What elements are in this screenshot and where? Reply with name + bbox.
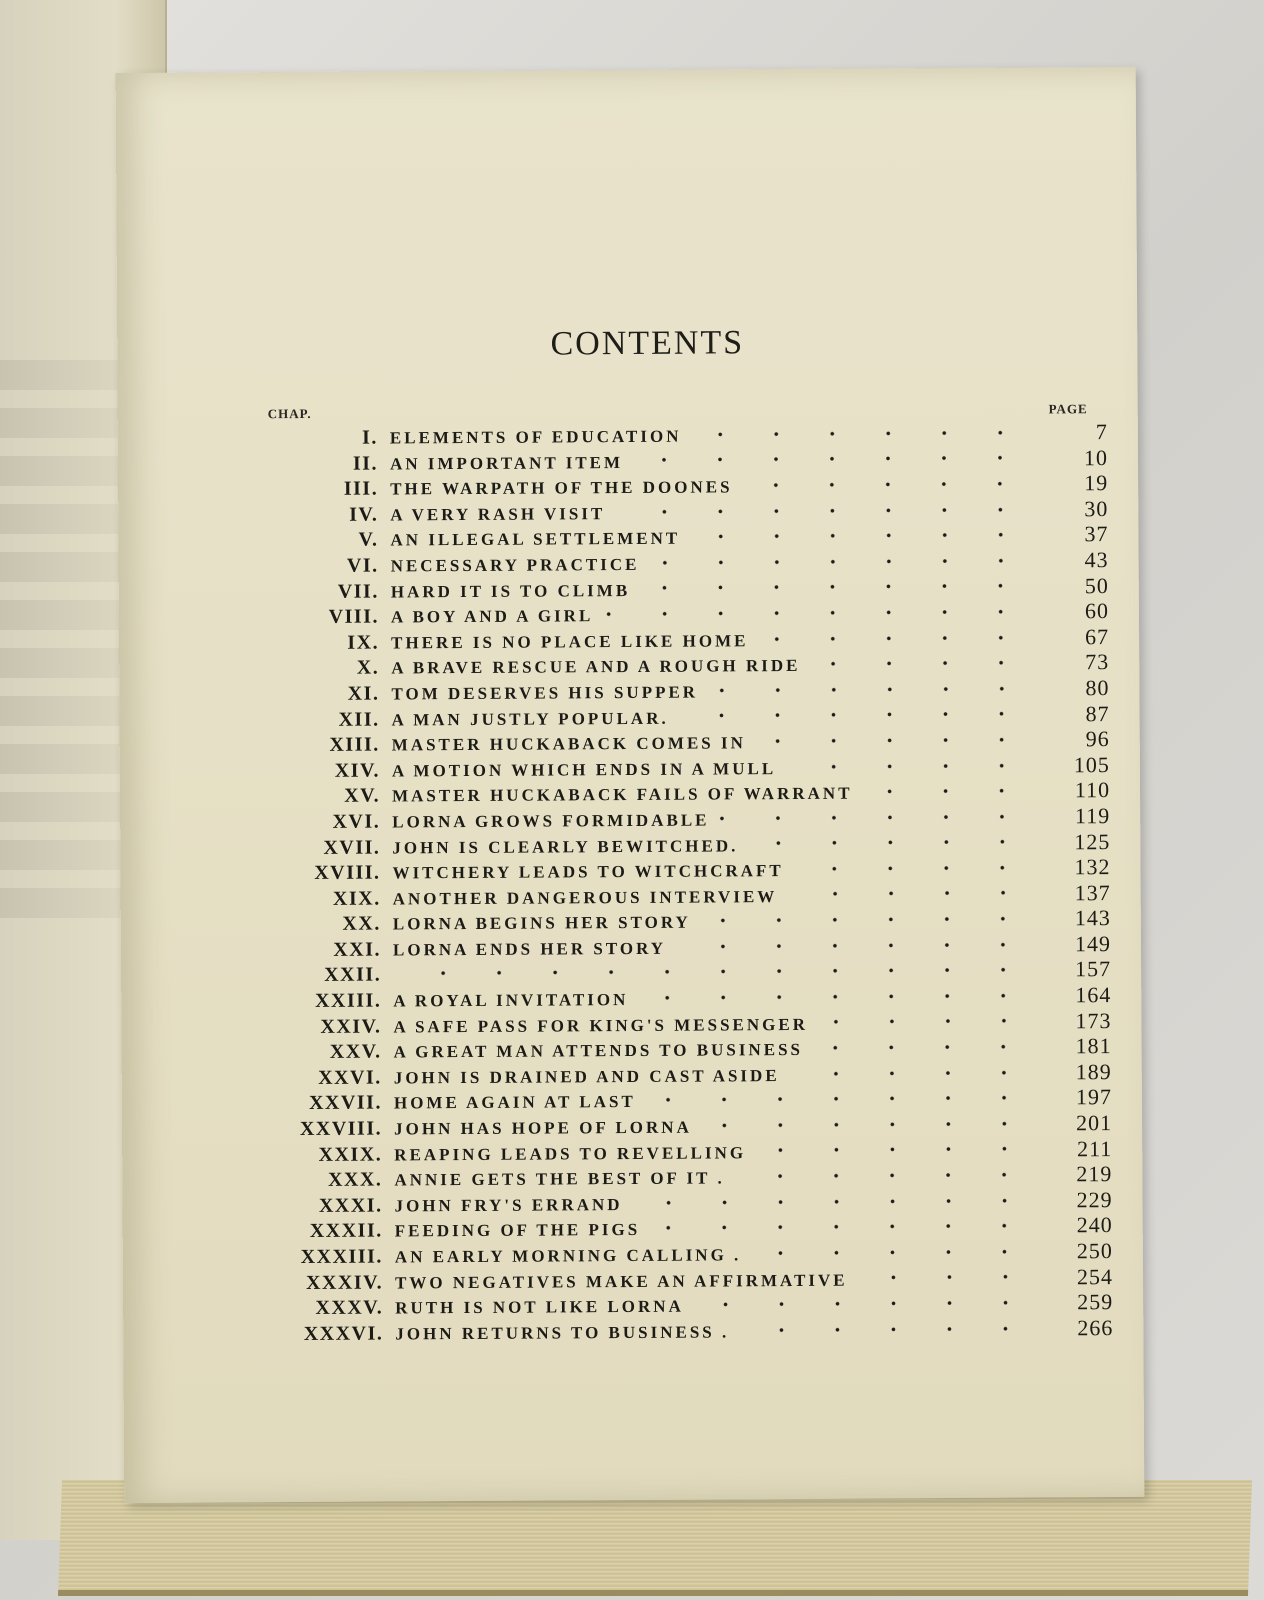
dot-leader [748, 840, 1030, 846]
chapter-title: JOHN IS CLEARLY BEWITCHED. [392, 835, 739, 857]
dot-leader [650, 1224, 1033, 1230]
chapter-number: VI. [346, 554, 379, 577]
dot-leader [742, 482, 1028, 488]
chapter-number: II. [352, 452, 379, 475]
dot-leader [719, 814, 1030, 820]
chapter-page: 250 [1076, 1238, 1113, 1264]
chapter-number: XXIV. [320, 1015, 382, 1038]
dot-leader [638, 993, 1031, 999]
chapter-title: HARD IT IS TO CLIMB [390, 580, 631, 602]
chapter-title: JOHN IS DRAINED AND CAST ASIDE [393, 1065, 780, 1088]
chapter-page: 201 [1075, 1110, 1113, 1136]
dot-leader [786, 763, 1030, 768]
dot-leader [858, 1275, 1033, 1280]
chapter-page: 105 [1073, 751, 1110, 778]
dot-leader [679, 712, 1030, 718]
chapter-page: 50 [1084, 572, 1109, 598]
chapter-number: III. [343, 477, 379, 500]
chapter-number: XXXIII. [300, 1245, 383, 1269]
chapter-page: 149 [1074, 930, 1112, 957]
chapter-title: MASTER HUCKABACK FAILS OF WARRANT [392, 783, 853, 806]
page-title: CONTENTS [550, 324, 745, 363]
chapter-number: XXXII. [309, 1219, 383, 1243]
chapter-title: A ROYAL INVITATION [393, 990, 629, 1011]
dot-leader [694, 1301, 1033, 1307]
chapter-page: 189 [1075, 1058, 1112, 1085]
dot-leader [794, 865, 1031, 870]
chapter-page: 254 [1076, 1263, 1114, 1289]
chapter-title: LORNA BEGINS HER STORY [392, 912, 691, 934]
chapter-page: 240 [1076, 1212, 1113, 1238]
show-through-text [536, 117, 1076, 144]
chapter-number: XXXVI. [303, 1322, 384, 1345]
chapter-title: FEEDING OF THE PIGS [394, 1220, 641, 1241]
dot-leader [603, 610, 1029, 617]
chapter-title: REAPING LEADS TO REVELLING [394, 1142, 747, 1165]
chapter-number: VIII. [328, 605, 380, 628]
dot-leader [690, 533, 1028, 539]
chapter-page: 37 [1084, 521, 1109, 547]
chapter-number: XXIII. [314, 989, 382, 1012]
dot-leader [676, 942, 1031, 948]
dot-leader [702, 1121, 1032, 1127]
dot-leader [787, 891, 1030, 896]
chapter-number: XXI. [333, 938, 382, 961]
chapter-title: RUTH IS NOT LIKE LORNA [395, 1296, 684, 1318]
dot-leader [735, 1173, 1033, 1179]
dot-leader [403, 968, 1031, 976]
chapter-number: XVIII. [314, 861, 381, 885]
chapter-title: AN IMPORTANT ITEM [389, 452, 624, 474]
dot-leader [756, 737, 1030, 743]
chapter-title: THERE IS NO PLACE LIKE HOME [391, 631, 749, 653]
dot-leader [818, 1019, 1032, 1024]
chapter-title: NECESSARY PRACTICE [390, 554, 640, 576]
chapter-page: 173 [1075, 1007, 1112, 1033]
chapter-title: THE WARPATH OF THE DOONES [390, 477, 733, 499]
dot-leader [751, 1249, 1033, 1255]
dot-leader [633, 456, 1028, 462]
dot-leader [739, 1326, 1033, 1332]
dot-leader [758, 635, 1029, 641]
chapter-title: LORNA GROWS FORMIDABLE [392, 810, 710, 832]
chapter-title: A MAN JUSTLY POPULAR. [391, 708, 669, 729]
chapter-page: 132 [1074, 854, 1111, 880]
page-header: PAGE [1048, 401, 1088, 417]
chapter-page: 67 [1085, 623, 1110, 649]
chapter-title: TWO NEGATIVES MAKE AN AFFIRMATIVE [394, 1270, 848, 1293]
chapter-page: 7 [1095, 419, 1108, 445]
chapter-title: A BOY AND A GIRL [390, 606, 594, 627]
chapter-title: LORNA ENDS HER STORY [392, 938, 667, 960]
chapter-page: 119 [1074, 802, 1111, 829]
chapter-list [178, 419, 1114, 1346]
chapter-page: 219 [1076, 1161, 1113, 1187]
chapter-page: 87 [1085, 700, 1110, 726]
dot-leader [691, 430, 1027, 436]
chapter-title: TOM DESERVES HIS SUPPER [391, 682, 699, 704]
dot-leader [640, 584, 1029, 590]
chapter-number: XI. [347, 682, 380, 705]
chapter-page: 125 [1074, 828, 1111, 854]
dot-leader [649, 558, 1028, 564]
chapter-page: 211 [1076, 1135, 1113, 1161]
chapter-page: 19 [1084, 470, 1109, 496]
chapter-page: 110 [1074, 777, 1111, 803]
chapter-page: 181 [1075, 1033, 1112, 1059]
dot-leader [862, 789, 1030, 794]
chapter-page: 229 [1076, 1186, 1113, 1213]
chapter-title: ANNIE GETS THE BEST OF IT . [394, 1168, 725, 1190]
chapter-number: XXXV. [315, 1296, 384, 1320]
chapter-title: JOHN RETURNS TO BUSINESS . [395, 1322, 730, 1344]
chapter-title: JOHN FRY'S ERRAND [394, 1194, 623, 1216]
chapter-page: 96 [1085, 726, 1110, 752]
chapter-number: XXXIV. [305, 1271, 384, 1294]
chap-header: CHAP. [267, 405, 312, 422]
chapter-title: WITCHERY LEADS TO WITCHCRAFT [392, 861, 784, 883]
chapter-number: XII. [338, 708, 380, 731]
chapter-number: V. [358, 528, 379, 552]
chapter-number: XXVIII. [299, 1117, 383, 1141]
chapter-title: ELEMENTS OF EDUCATION [389, 426, 682, 448]
chapter-number: XV. [344, 784, 381, 808]
chapter-title: A GREAT MAN ATTENDS TO BUSINESS [393, 1040, 804, 1062]
chapter-number: XIII. [329, 733, 380, 756]
chapter-page: 60 [1084, 598, 1110, 624]
chapter-number: I. [362, 426, 378, 449]
dot-leader [810, 661, 1029, 666]
chapter-title: A BRAVE RESCUE AND A ROUGH RIDE [391, 656, 801, 678]
chapter-page: 137 [1074, 879, 1111, 905]
chapter-title: HOME AGAIN AT LAST [393, 1092, 636, 1113]
dot-leader [615, 507, 1028, 514]
chapter-title: JOHN HAS HOPE OF LORNA [394, 1117, 692, 1139]
dot-leader [708, 686, 1029, 692]
chapter-page: 30 [1084, 495, 1109, 522]
dot-leader [646, 1096, 1032, 1102]
dot-leader [633, 1198, 1033, 1204]
chapter-number: XXX. [327, 1168, 383, 1192]
chapter-page: 164 [1075, 982, 1112, 1008]
chapter-page: 73 [1085, 649, 1110, 675]
chapter-number: XXII. [324, 963, 382, 987]
chapter-number: XVII. [323, 836, 381, 859]
chapter-page: 266 [1077, 1314, 1114, 1341]
dot-leader [790, 1070, 1032, 1075]
chapter-number: XXVI. [318, 1066, 382, 1089]
chapter-number: XXXI. [318, 1194, 383, 1217]
chapter-title: AN EARLY MORNING CALLING . [394, 1245, 742, 1267]
chapter-title: A MOTION WHICH ENDS IN A MULL [391, 758, 777, 781]
chapter-page: 143 [1074, 905, 1111, 931]
dot-leader [701, 917, 1031, 923]
chapter-number: XXIX. [318, 1143, 383, 1166]
chapter-title: AN ILLEGAL SETTLEMENT [390, 529, 681, 550]
chapter-page: 80 [1085, 675, 1110, 701]
chapter-number: XXV. [329, 1040, 382, 1064]
dot-leader [756, 1147, 1032, 1153]
dot-leader [813, 1045, 1032, 1050]
chapter-number: XVI. [332, 810, 381, 833]
chapter-number: IX. [347, 631, 380, 654]
chapter-number: XX. [342, 912, 381, 936]
chapter-title: A SAFE PASS FOR KING'S MESSENGER [393, 1014, 809, 1037]
chapter-title: ANOTHER DANGEROUS INTERVIEW [392, 886, 778, 909]
chapter-page: 10 [1083, 444, 1109, 470]
chapter-number: XXVII. [308, 1091, 383, 1115]
chapter-page: 157 [1075, 956, 1112, 982]
chapter-page: 43 [1084, 547, 1109, 573]
chapter-page: 197 [1075, 1084, 1112, 1110]
chapter-number: XIV. [334, 759, 380, 782]
chapter-number: IV. [349, 503, 379, 526]
chapter-number: XIX. [332, 887, 381, 910]
contents-page [116, 67, 1145, 1503]
chapter-title: A VERY RASH VISIT [390, 503, 606, 525]
chapter-number: VII. [337, 580, 379, 603]
chapter-page: 259 [1077, 1289, 1114, 1315]
chapter-number: X. [356, 656, 380, 680]
chapter-title: MASTER HUCKABACK COMES IN [391, 733, 746, 755]
